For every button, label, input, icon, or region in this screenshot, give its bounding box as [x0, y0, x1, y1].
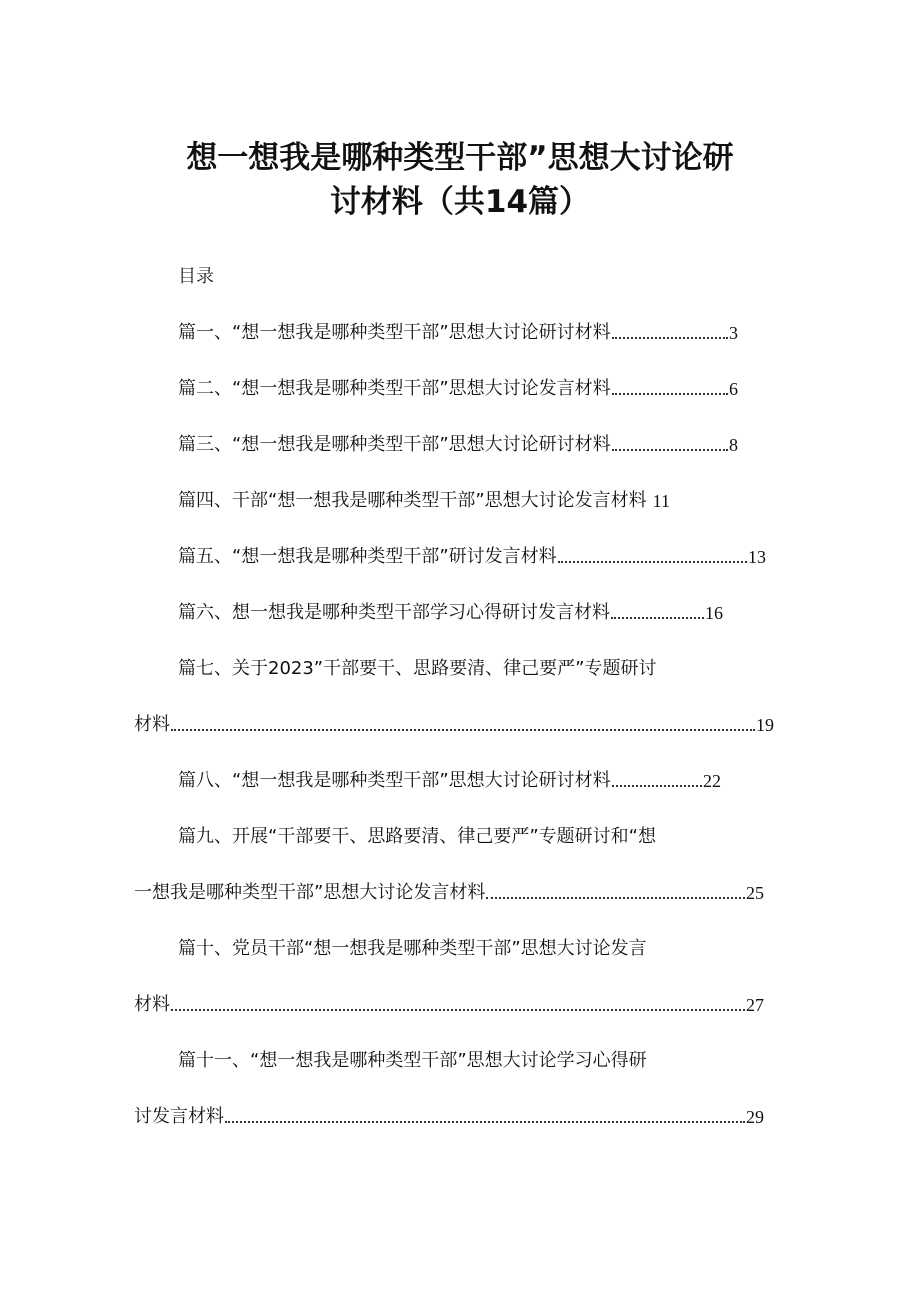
document-title-line-2: 讨材料（共14篇）	[329, 184, 591, 220]
dot-leader	[171, 728, 755, 731]
dot-leader	[171, 1008, 745, 1011]
dot-leader	[612, 336, 728, 339]
toc-page-number: 29	[746, 1107, 764, 1127]
toc-entry-10-line-1[interactable]	[178, 930, 647, 960]
dot-leader	[225, 1120, 745, 1123]
toc-entry-3[interactable]	[178, 426, 738, 456]
toc-page-number: 16	[705, 603, 723, 623]
toc-entry-10-line-2[interactable]	[134, 986, 764, 1016]
toc-page-number: 27	[746, 995, 764, 1015]
toc-page-number: 13	[748, 547, 766, 567]
toc-page-number: 25	[746, 883, 764, 903]
toc-entry-text: 篇六、想一想我是哪种类型干部学习心得研讨发言材料	[178, 602, 610, 623]
toc-entry-9-line-2[interactable]	[134, 874, 764, 904]
toc-page-number: 19	[756, 715, 774, 735]
toc-page-number: 8	[729, 435, 738, 455]
toc-page-number: 3	[729, 323, 738, 343]
toc-entry-7-line-1[interactable]	[178, 650, 656, 680]
toc-entry-2[interactable]	[178, 370, 738, 400]
toc-entry-text: 材料	[134, 994, 170, 1015]
dot-leader	[612, 448, 728, 451]
toc-entry-text: 篇五、“想一想我是哪种类型干部”研讨发言材料	[178, 546, 557, 567]
dot-leader	[612, 392, 728, 395]
toc-page-number: 22	[703, 771, 721, 791]
toc-entry-text: 篇八、“想一想我是哪种类型干部”思想大讨论研讨材料	[178, 770, 611, 791]
toc-entry-11-line-1[interactable]	[178, 1042, 647, 1072]
toc-heading: 目录	[178, 266, 214, 287]
toc-entry-text: 材料	[134, 714, 170, 735]
dot-leader	[611, 616, 704, 619]
toc-entry-8[interactable]	[178, 762, 721, 792]
toc-entry-7-line-2[interactable]	[134, 706, 774, 736]
toc-entry-text: 篇七、关于2023”干部要干、思路要清、律己要严”专题研讨	[178, 658, 657, 679]
toc-entry-text: 篇十、党员干部“想一想我是哪种类型干部”思想大讨论发言	[178, 938, 647, 959]
toc-entry-11-line-2[interactable]	[134, 1098, 764, 1128]
toc-entry-text: 讨发言材料	[134, 1106, 224, 1127]
toc-entry-text: 一想我是哪种类型干部”思想大讨论发言材料	[134, 882, 486, 903]
toc-entry-text: 篇一、“想一想我是哪种类型干部”思想大讨论研讨材料	[178, 322, 611, 343]
toc-entry-4[interactable]	[178, 482, 748, 512]
toc-entry-6[interactable]	[178, 594, 723, 624]
document-title-line-1: 想一想我是哪种类型干部”思想大讨论研	[186, 140, 734, 176]
toc-entry-text: 篇三、“想一想我是哪种类型干部”思想大讨论研讨材料	[178, 434, 611, 455]
toc-entry-text: 篇四、干部“想一想我是哪种类型干部”思想大讨论发言材料	[178, 490, 647, 511]
dot-leader	[486, 896, 745, 899]
toc-entry-5[interactable]	[178, 538, 766, 568]
toc-entry-text: 篇十一、“想一想我是哪种类型干部”思想大讨论学习心得研	[178, 1050, 647, 1071]
dot-leader	[558, 560, 747, 563]
toc-entry-9-line-1[interactable]	[178, 818, 656, 848]
toc-entry-text: 篇九、开展“干部要干、思路要清、律己要严”专题研讨和“想	[178, 826, 656, 847]
toc-page-number: 11	[652, 491, 670, 511]
toc-entry-text: 篇二、“想一想我是哪种类型干部”思想大讨论发言材料	[178, 378, 611, 399]
toc-entry-1[interactable]	[178, 314, 738, 344]
dot-leader	[612, 784, 702, 787]
toc-page-number: 6	[729, 379, 738, 399]
